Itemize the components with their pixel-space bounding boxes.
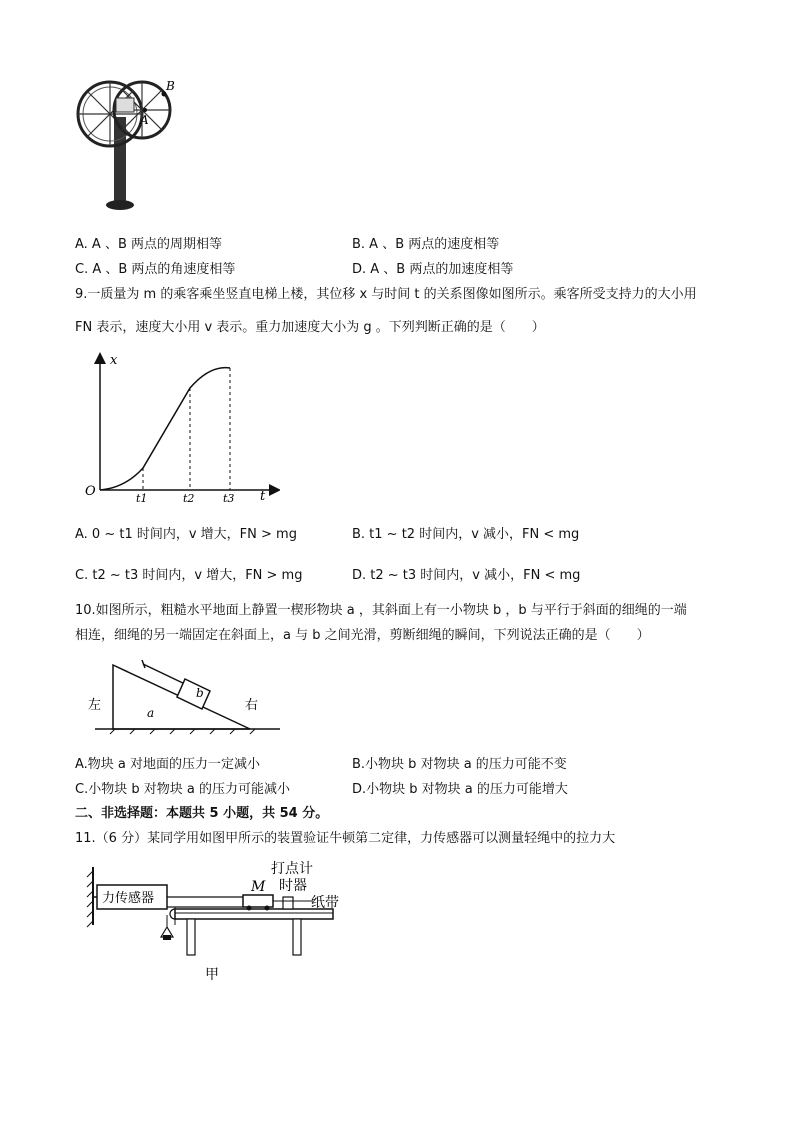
- t1-label: t1: [136, 492, 148, 505]
- q10-stem-line2: 相连，细绳的另一端固定在斜面上，a 与 b 之间光滑，剪断细绳的瞬间，下列说法正确的是（ ）: [75, 628, 650, 643]
- mass-label: M: [251, 879, 266, 895]
- q10-option-d[interactable]: D.小物块 b 对物块 a 的压力可能增大: [352, 782, 568, 797]
- x-axis-label: x: [110, 353, 118, 368]
- wedge-figure: [85, 655, 285, 735]
- label-b-block: b: [196, 686, 204, 700]
- q11-stem-line1: 11.（6 分）某同学用如图甲所示的装置验证牛顿第二定律，力传感器可以测量轻绳中的拉力大: [75, 831, 616, 846]
- wheel-figure: [72, 72, 187, 214]
- apparatus-figure: [75, 855, 355, 985]
- label-b: B: [166, 79, 175, 93]
- t-axis-label: t: [260, 489, 266, 504]
- q8-option-a[interactable]: A. A 、B 两点的周期相等: [75, 237, 223, 252]
- sensor-label: 力传感器: [102, 891, 155, 906]
- q9-option-b[interactable]: B. t1 ~ t2 时间内，v 减小，FN < mg: [352, 527, 580, 542]
- label-right: 右: [245, 698, 259, 713]
- q10-option-a[interactable]: A.物块 a 对地面的压力一定减小: [75, 757, 261, 772]
- q9-option-d[interactable]: D. t2 ~ t3 时间内，v 减小，FN < mg: [352, 568, 581, 583]
- timer-label-line2: 时器: [279, 878, 307, 894]
- tape-label: 纸带: [311, 895, 339, 911]
- figure-caption: 甲: [205, 967, 219, 983]
- xt-graph: [80, 350, 280, 505]
- q9-stem-line1: 9.一质量为 m 的乘客乘坐竖直电梯上楼，其位移 x 与时间 t 的关系图像如图所示。乘客所受支持力的大小用: [75, 287, 697, 302]
- q8-option-d[interactable]: D. A 、B 两点的加速度相等: [352, 262, 514, 277]
- origin-label: O: [85, 484, 96, 499]
- section-title: 二、非选择题：本题共 5 小题，共 54 分。: [75, 806, 329, 821]
- label-a-wedge: a: [147, 706, 155, 720]
- q9-option-c[interactable]: C. t2 ~ t3 时间内，v 增大，FN > mg: [75, 568, 303, 583]
- q10-stem-line1: 10.如图所示，粗糙水平地面上静置一楔形物块 a ，其斜面上有一小物块 b ，b 与平行于斜面的细绳的一端: [75, 603, 687, 618]
- label-left: 左: [88, 698, 102, 713]
- timer-label-line1: 打点计: [271, 861, 313, 877]
- t3-label: t3: [223, 492, 235, 505]
- q9-stem-line2: FN 表示，速度大小用 v 表示。重力加速度大小为 g 。下列判断正确的是（ ）: [75, 320, 545, 335]
- q9-option-a[interactable]: A. 0 ~ t1 时间内，v 增大，FN > mg: [75, 527, 297, 542]
- q8-option-b[interactable]: B. A 、B 两点的速度相等: [352, 237, 500, 252]
- q10-option-b[interactable]: B.小物块 b 对物块 a 的压力可能不变: [352, 757, 567, 772]
- q8-option-c[interactable]: C. A 、B 两点的角速度相等: [75, 262, 236, 277]
- q10-option-c[interactable]: C.小物块 b 对物块 a 的压力可能减小: [75, 782, 290, 797]
- label-a: A: [140, 113, 149, 127]
- t2-label: t2: [183, 492, 195, 505]
